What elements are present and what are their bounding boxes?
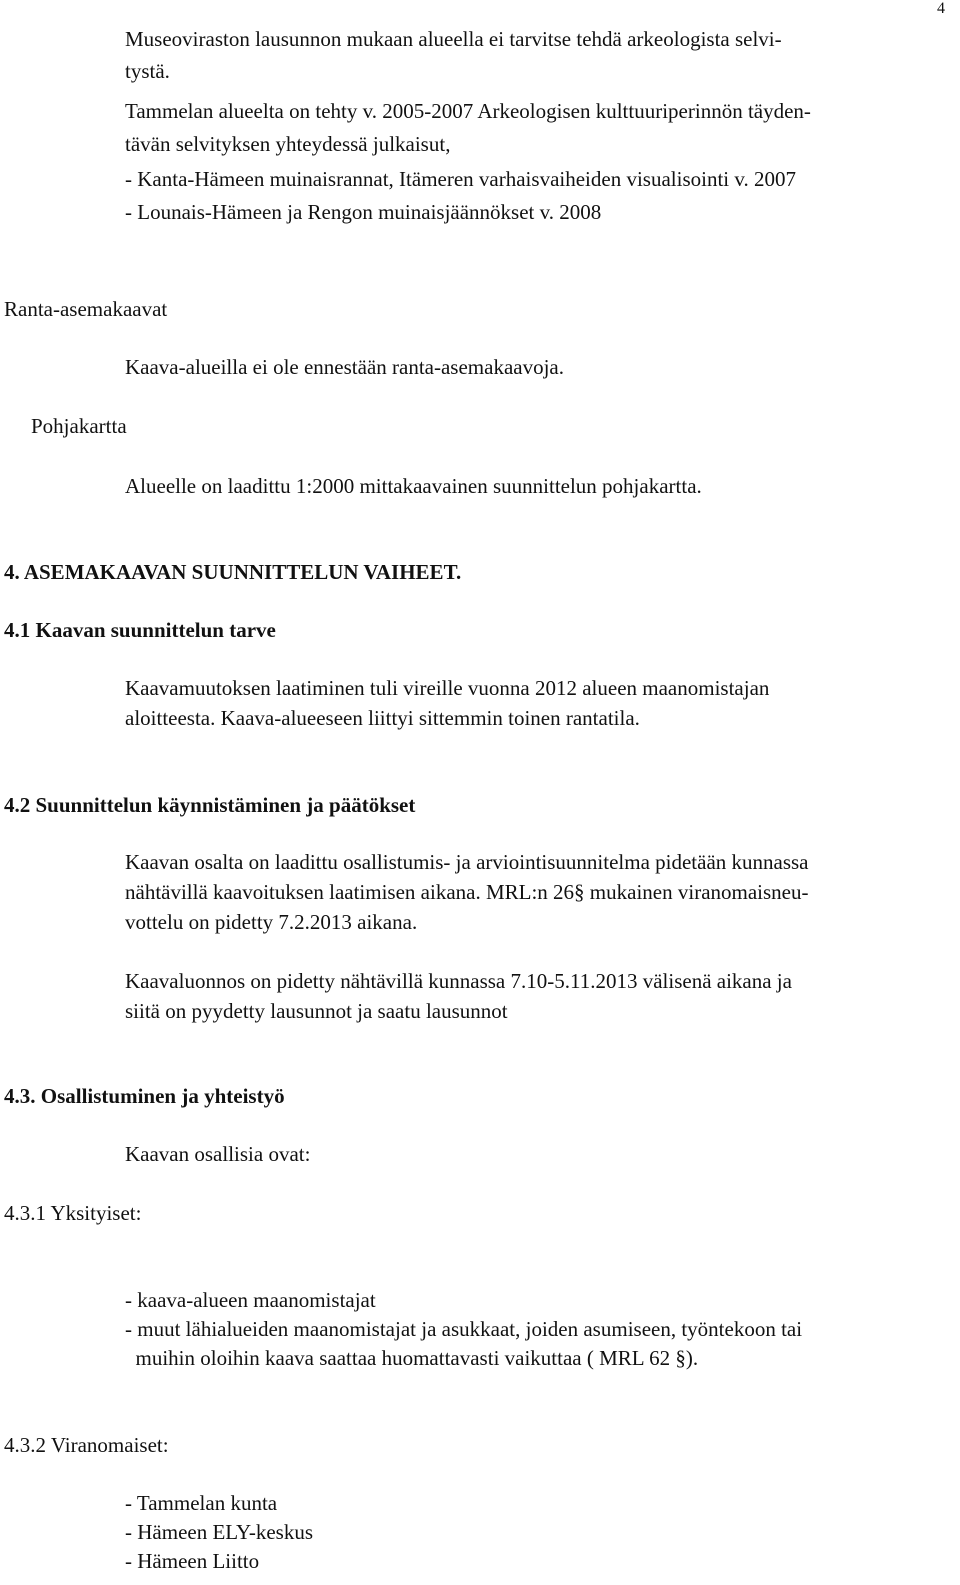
section-4-2-para1-line: Kaavan osalta on laadittu osallistumis- ja arviointisuunnitelma pidetään kunnassa [125,850,809,874]
section-4-3-2-heading: 4.3.2 Viranomaiset: [4,1433,169,1457]
section-4-1-line: Kaavamuutoksen laatiminen tuli vireille vuonna 2012 alueen maanomistajan [125,676,770,700]
list-item: - kaava-alueen maanomistajat [125,1288,376,1312]
section-4-3-text: Kaavan osallisia ovat: [125,1142,311,1166]
section-4-1-heading: 4.1 Kaavan suunnittelun tarve [4,618,276,642]
intro-line: - Lounais-Hämeen ja Rengon muinaisjäännökset v. 2008 [125,200,602,224]
pohjakartta-label: Pohjakartta [31,414,127,438]
ranta-asemakaavat-text: Kaava-alueilla ei ole ennestään ranta-asemakaavoja. [125,355,565,379]
section-4-2-heading: 4.2 Suunnittelun käynnistäminen ja päätökset [4,793,416,817]
ranta-asemakaavat-label: Ranta-asemakaavat [4,297,168,321]
section-4-2-para1-line: vottelu on pidetty 7.2.2013 aikana. [125,910,418,934]
list-item: muihin oloihin kaava saattaa huomattavasti vaikuttaa ( MRL 62 §). [125,1346,699,1370]
section-4-2-para2-line: siitä on pyydetty lausunnot ja saatu lausunnot [125,999,508,1023]
section-4-1-line: aloitteesta. Kaava-alueeseen liittyi sittemmin toinen rantatila. [125,706,640,730]
page-number: 4 [937,0,945,17]
section-4-2-para1-line: nähtävillä kaavoituksen laatimisen aikana. MRL:n 26§ mukainen viranomaisneu- [125,880,809,904]
intro-line: tystä. [125,59,170,83]
intro-line: - Kanta-Hämeen muinaisrannat, Itämeren varhaisvaiheiden visualisointi v. 2007 [125,167,797,191]
section-4-3-1-heading: 4.3.1 Yksityiset: [4,1201,142,1225]
section-4-heading: 4. ASEMAKAAVAN SUUNNITTELUN VAIHEET. [4,560,462,584]
list-item: - Hämeen ELY-keskus [125,1520,314,1544]
list-item: - Hämeen Liitto [125,1549,260,1573]
intro-line: Museoviraston lausunnon mukaan alueella ei tarvitse tehdä arkeologista selvi- [125,27,782,51]
pohjakartta-text: Alueelle on laadittu 1:2000 mittakaavainen suunnittelun pohjakartta. [125,474,702,498]
intro-line: Tammelan alueelta on tehty v. 2005-2007 Arkeologisen kulttuuriperinnön täyden- [125,99,811,123]
section-4-2-para2-line: Kaavaluonnos on pidetty nähtävillä kunnassa 7.10-5.11.2013 välisenä aikana ja [125,969,792,993]
section-4-3-heading: 4.3. Osallistuminen ja yhteistyö [4,1084,285,1108]
list-item: - Tammelan kunta [125,1491,278,1515]
list-item: - muut lähialueiden maanomistajat ja asukkaat, joiden asumiseen, työntekoon tai [125,1317,803,1341]
intro-line: tävän selvityksen yhteydessä julkaisut, [125,132,451,156]
